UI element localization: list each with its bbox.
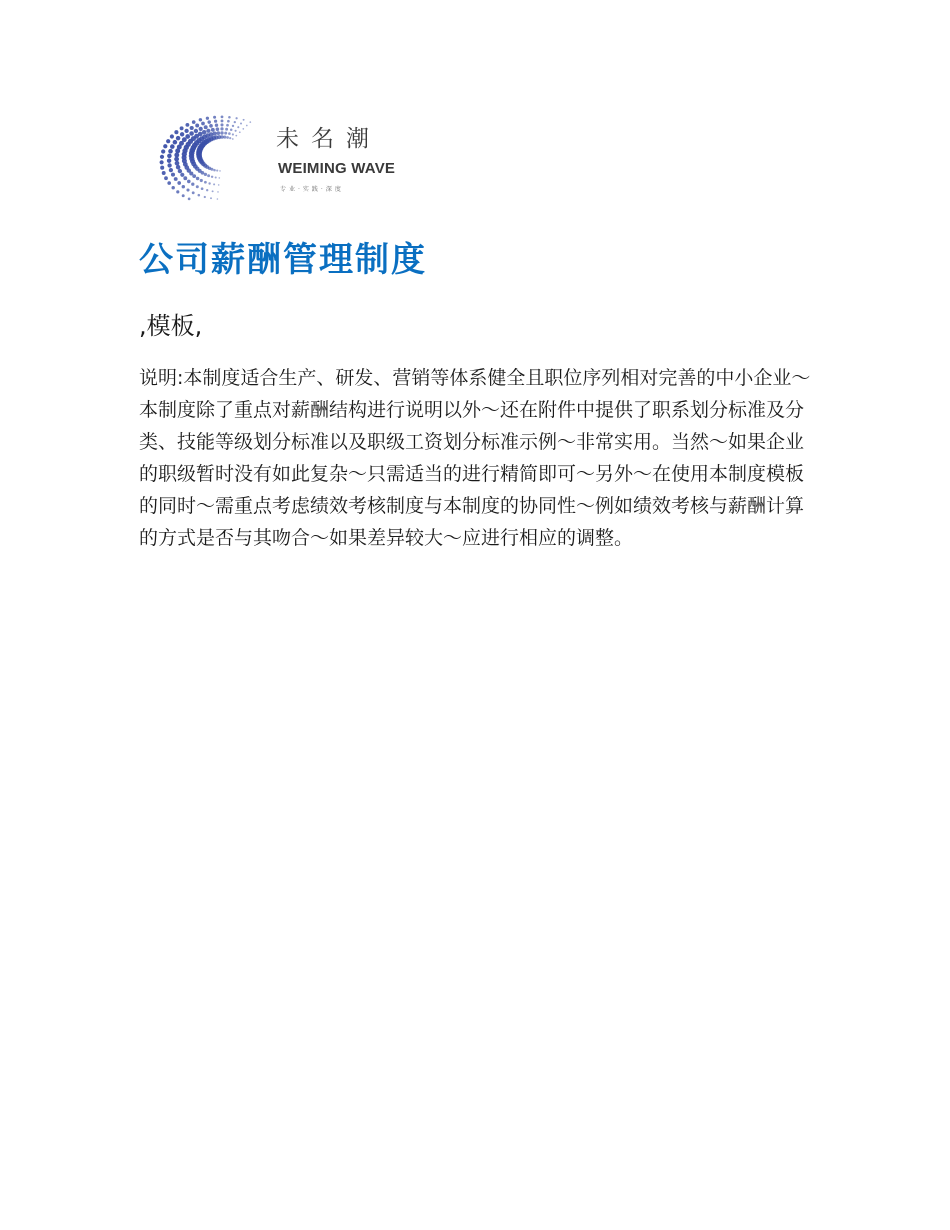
logo-name-en: WEIMING WAVE	[278, 160, 396, 177]
document-subtitle: ,模板,	[139, 312, 203, 340]
document-description: 说明:本制度适合生产、研发、营销等体系健全且职位序列相对完善的中小企业～本制度除了重点对薪酬结构进行说明以外～还在附件中提供了职系划分标准及分类、技能等级划分标准以及职级工资划分标准示例～非常实用。当然～如果企业的职级暂时没有如此复杂～只需适当的进行精简即可～另外～在使用本制度模板的同时～需重点考虑绩效考核制度与本制度的协同性～例如绩效考核与薪酬计算的方式是否与其吻合～如果差异较大～应进行相应的调整。	[139, 367, 811, 549]
logo-slogan: 专业·实践·深度	[280, 186, 344, 193]
logo-name-cn: 未名潮	[276, 126, 381, 152]
company-logo	[150, 110, 420, 202]
dotted-wave-swirl-icon	[150, 110, 275, 202]
document-title: 公司薪酬管理制度	[139, 240, 427, 280]
